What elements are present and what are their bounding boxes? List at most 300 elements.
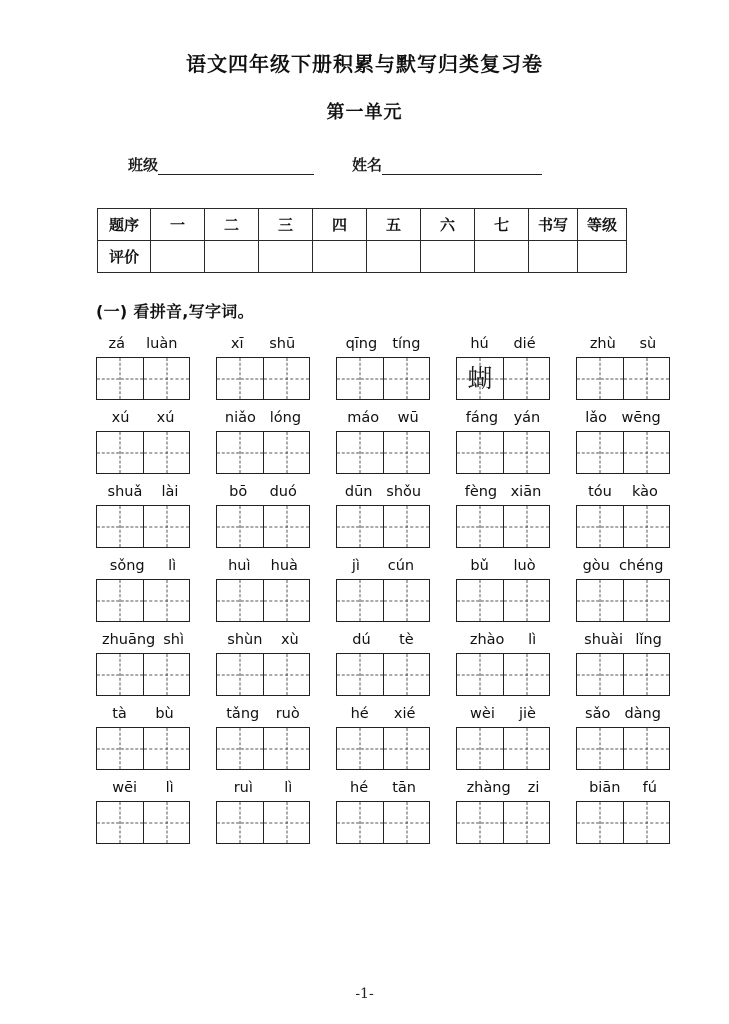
handwritten-character — [144, 506, 189, 547]
character-grid-cell[interactable] — [457, 506, 503, 547]
pinyin-syllable: bō — [229, 484, 248, 500]
character-grid-cell[interactable] — [577, 432, 623, 473]
pinyin-word-item — [216, 632, 310, 696]
character-grid-cell[interactable] — [217, 802, 263, 843]
score-table-row-label-evaluation: 评价 — [98, 241, 151, 273]
pinyin-syllable: qīng — [345, 336, 378, 352]
handwritten-character — [144, 358, 189, 399]
character-grid-cell[interactable] — [623, 432, 669, 473]
pinyin-word-item — [216, 336, 310, 400]
pinyin-label — [456, 780, 550, 801]
character-grid-cell[interactable] — [577, 654, 623, 695]
handwritten-character — [97, 728, 143, 769]
character-grid-cell[interactable] — [577, 728, 623, 769]
character-grid-cell[interactable] — [263, 580, 309, 621]
pinyin-syllable: kào — [632, 484, 658, 500]
character-grid-box[interactable] — [96, 579, 190, 622]
score-table-col-6: 六 — [421, 209, 475, 241]
pinyin-syllable: zhuāng — [101, 632, 156, 648]
section-heading-1: (一) 看拼音,写字词。 — [96, 302, 254, 321]
character-grid-box[interactable] — [336, 579, 430, 622]
pinyin-label — [96, 558, 190, 579]
table-row-header — [98, 209, 627, 241]
pinyin-word-item — [576, 558, 670, 622]
pinyin-syllable: lì — [528, 632, 537, 648]
character-grid-box[interactable] — [336, 431, 430, 474]
handwritten-character — [624, 580, 669, 621]
handwritten-character — [504, 802, 549, 843]
pinyin-syllable: sù — [639, 336, 657, 352]
pinyin-syllable: jiè — [518, 706, 536, 722]
pinyin-label — [336, 410, 430, 431]
character-grid-cell[interactable] — [263, 358, 309, 399]
pinyin-word-item — [216, 558, 310, 622]
pinyin-word-item — [456, 780, 550, 844]
score-cell-3[interactable] — [259, 241, 313, 273]
pinyin-syllable: tè — [399, 632, 414, 648]
character-grid-cell[interactable] — [577, 506, 623, 547]
pinyin-syllable: huì — [228, 558, 251, 574]
character-grid-box[interactable] — [456, 579, 550, 622]
character-grid-box[interactable] — [456, 727, 550, 770]
character-grid-cell[interactable] — [457, 802, 503, 843]
character-grid-cell[interactable] — [143, 432, 189, 473]
pinyin-label — [576, 558, 670, 579]
handwritten-character — [624, 654, 669, 695]
pinyin-label — [216, 336, 310, 357]
score-cell-handwriting[interactable] — [529, 241, 578, 273]
handwritten-character — [217, 432, 263, 473]
handwritten-character — [337, 728, 383, 769]
character-grid-cell[interactable] — [217, 506, 263, 547]
character-grid-cell[interactable] — [503, 432, 549, 473]
character-grid-box[interactable] — [96, 653, 190, 696]
pinyin-label — [216, 632, 310, 653]
pinyin-syllable: fú — [642, 780, 657, 796]
pinyin-word-item — [576, 484, 670, 548]
handwritten-character — [504, 506, 549, 547]
character-grid-cell[interactable] — [217, 654, 263, 695]
character-grid-cell[interactable] — [623, 358, 669, 399]
character-grid-cell[interactable] — [457, 432, 503, 473]
character-grid-cell[interactable] — [577, 802, 623, 843]
pinyin-label — [576, 484, 670, 505]
character-grid-cell[interactable] — [263, 432, 309, 473]
character-grid-cell[interactable] — [383, 802, 429, 843]
handwritten-character — [97, 432, 143, 473]
handwritten-character — [144, 802, 189, 843]
pinyin-syllable: lǎo — [585, 410, 608, 426]
handwritten-character — [504, 432, 549, 473]
character-grid-cell[interactable] — [503, 580, 549, 621]
character-grid-cell[interactable] — [97, 432, 143, 473]
handwritten-character — [384, 654, 429, 695]
pinyin-syllable: fáng — [465, 410, 499, 426]
handwritten-character — [457, 728, 503, 769]
character-grid-box[interactable] — [96, 505, 190, 548]
handwritten-character — [337, 358, 383, 399]
character-grid-cell[interactable] — [383, 728, 429, 769]
pinyin-label — [216, 484, 310, 505]
pinyin-row — [96, 706, 729, 770]
score-table-col-3: 三 — [259, 209, 313, 241]
pinyin-label — [456, 410, 550, 431]
pinyin-syllable: tǎng — [226, 706, 260, 722]
handwritten-character — [384, 358, 429, 399]
pinyin-syllable: niǎo — [224, 410, 256, 426]
handwritten-character — [457, 506, 503, 547]
handwritten-character — [504, 580, 549, 621]
pinyin-syllable: xié — [393, 706, 416, 722]
handwritten-character: 蝴 — [467, 364, 493, 393]
handwritten-character — [97, 506, 143, 547]
pinyin-word-item — [336, 706, 430, 770]
character-grid-box[interactable] — [96, 431, 190, 474]
character-grid-cell[interactable] — [457, 728, 503, 769]
handwritten-character — [217, 358, 263, 399]
character-grid-cell[interactable] — [97, 802, 143, 843]
pinyin-syllable: shuǎ — [107, 484, 143, 500]
character-grid-cell[interactable] — [337, 506, 383, 547]
pinyin-label — [96, 632, 190, 653]
pinyin-label — [216, 410, 310, 431]
handwritten-character — [144, 432, 189, 473]
pinyin-word-item — [336, 410, 430, 474]
pinyin-word-item — [216, 780, 310, 844]
pinyin-word-item — [96, 632, 190, 696]
handwritten-character — [264, 432, 309, 473]
handwritten-character — [217, 654, 263, 695]
character-grid-cell[interactable] — [337, 802, 383, 843]
character-grid-box[interactable] — [576, 505, 670, 548]
handwritten-character — [144, 728, 189, 769]
character-grid-cell[interactable] — [577, 358, 623, 399]
character-grid-box[interactable] — [96, 801, 190, 844]
score-cell-grade[interactable] — [578, 241, 627, 273]
pinyin-word-item — [96, 336, 190, 400]
handwritten-character — [217, 728, 263, 769]
character-grid-box[interactable] — [576, 357, 670, 400]
handwritten-character — [577, 506, 623, 547]
score-table-row-label-order: 题序 — [98, 209, 151, 241]
character-grid-cell[interactable] — [383, 654, 429, 695]
pinyin-syllable: xiān — [510, 484, 542, 500]
character-grid-box[interactable] — [576, 801, 670, 844]
pinyin-exercise-block — [0, 336, 729, 844]
character-grid-cell[interactable] — [217, 580, 263, 621]
handwritten-character — [217, 580, 263, 621]
pinyin-word-item — [576, 336, 670, 400]
handwritten-character — [337, 802, 383, 843]
character-grid-cell[interactable] — [503, 654, 549, 695]
character-grid-box[interactable] — [216, 505, 310, 548]
character-grid-cell[interactable] — [97, 358, 143, 399]
character-grid-cell[interactable] — [143, 580, 189, 621]
handwritten-character — [264, 506, 309, 547]
character-grid-box[interactable] — [456, 505, 550, 548]
character-grid-cell[interactable] — [337, 432, 383, 473]
pinyin-row — [96, 336, 729, 400]
pinyin-row — [96, 558, 729, 622]
character-grid-box[interactable] — [576, 579, 670, 622]
pinyin-syllable: tān — [392, 780, 416, 796]
character-grid-cell[interactable] — [577, 580, 623, 621]
score-table-col-handwriting: 书写 — [529, 209, 578, 241]
pinyin-syllable: ruì — [233, 780, 253, 796]
character-grid-cell[interactable] — [623, 728, 669, 769]
character-grid-cell[interactable] — [143, 358, 189, 399]
character-grid-box[interactable] — [456, 801, 550, 844]
character-grid-box[interactable] — [216, 579, 310, 622]
pinyin-word-item — [336, 632, 430, 696]
character-grid-cell[interactable] — [217, 358, 263, 399]
handwritten-character — [504, 728, 549, 769]
pinyin-syllable: zhào — [469, 632, 505, 648]
character-grid-cell[interactable] — [457, 654, 503, 695]
character-grid-box[interactable] — [456, 357, 550, 400]
pinyin-syllable: bǔ — [470, 558, 489, 574]
handwritten-character — [457, 432, 503, 473]
character-grid-cell[interactable] — [337, 654, 383, 695]
pinyin-label — [336, 558, 430, 579]
pinyin-syllable: tóu — [588, 484, 612, 500]
pinyin-label — [216, 558, 310, 579]
character-grid-cell[interactable] — [97, 580, 143, 621]
character-grid-box[interactable] — [336, 505, 430, 548]
character-grid-cell[interactable] — [143, 654, 189, 695]
handwritten-character — [624, 432, 669, 473]
pinyin-syllable: hú — [470, 336, 489, 352]
character-grid-box[interactable] — [576, 653, 670, 696]
character-grid-box[interactable] — [336, 727, 430, 770]
character-grid-box[interactable] — [576, 431, 670, 474]
pinyin-word-item — [456, 484, 550, 548]
handwritten-character — [264, 802, 309, 843]
handwritten-character — [264, 654, 309, 695]
pinyin-label — [336, 780, 430, 801]
character-grid-cell[interactable] — [97, 728, 143, 769]
character-grid-cell[interactable] — [337, 580, 383, 621]
character-grid-cell[interactable] — [383, 506, 429, 547]
character-grid-cell[interactable] — [263, 654, 309, 695]
character-grid-cell[interactable] — [623, 506, 669, 547]
pinyin-syllable: shì — [163, 632, 185, 648]
character-grid-cell[interactable] — [337, 358, 383, 399]
class-label: 班级 — [128, 156, 159, 174]
class-input-rule[interactable] — [158, 159, 314, 175]
handwritten-character — [264, 358, 309, 399]
pinyin-syllable: shǒu — [386, 484, 422, 500]
character-grid-cell[interactable] — [503, 506, 549, 547]
pinyin-word-item — [96, 780, 190, 844]
pinyin-label — [456, 558, 550, 579]
pinyin-syllable: lì — [168, 558, 177, 574]
handwritten-character — [97, 654, 143, 695]
character-grid-cell[interactable] — [217, 728, 263, 769]
pinyin-label — [576, 780, 670, 801]
pinyin-word-item — [576, 706, 670, 770]
pinyin-syllable: hé — [350, 780, 369, 796]
handwritten-character — [457, 802, 503, 843]
character-grid-box[interactable] — [336, 357, 430, 400]
handwritten-character — [457, 580, 503, 621]
handwritten-character — [624, 802, 669, 843]
handwritten-character — [264, 728, 309, 769]
character-grid-cell[interactable] — [383, 358, 429, 399]
pinyin-word-item — [216, 484, 310, 548]
pinyin-word-item — [456, 336, 550, 400]
pinyin-word-item — [576, 632, 670, 696]
character-grid-cell[interactable] — [337, 728, 383, 769]
character-grid-cell[interactable] — [97, 654, 143, 695]
pinyin-word-item — [216, 410, 310, 474]
pinyin-syllable: xù — [280, 632, 299, 648]
character-grid-cell[interactable] — [263, 802, 309, 843]
pinyin-syllable: máo — [347, 410, 380, 426]
pinyin-word-item — [456, 410, 550, 474]
character-grid-cell[interactable] — [623, 654, 669, 695]
score-cell-5[interactable] — [367, 241, 421, 273]
score-table-col-5: 五 — [367, 209, 421, 241]
character-grid-box[interactable] — [216, 431, 310, 474]
handwritten-character — [577, 432, 623, 473]
pinyin-label — [96, 780, 190, 801]
pinyin-label — [576, 336, 670, 357]
pinyin-syllable: bù — [155, 706, 174, 722]
character-grid-cell[interactable] — [457, 358, 503, 399]
score-cell-7[interactable] — [475, 241, 529, 273]
handwritten-character — [624, 506, 669, 547]
name-label: 姓名 — [352, 156, 383, 174]
pinyin-word-item — [336, 484, 430, 548]
score-cell-6[interactable] — [421, 241, 475, 273]
character-grid-cell[interactable] — [503, 728, 549, 769]
character-grid-cell[interactable] — [623, 802, 669, 843]
pinyin-syllable: jì — [351, 558, 360, 574]
pinyin-label — [216, 780, 310, 801]
character-grid-cell[interactable] — [503, 358, 549, 399]
pinyin-syllable: lóng — [269, 410, 302, 426]
pinyin-word-item — [336, 780, 430, 844]
character-grid-box[interactable] — [336, 801, 430, 844]
character-grid-cell[interactable] — [503, 802, 549, 843]
pinyin-syllable: chéng — [618, 558, 664, 574]
pinyin-syllable: yán — [513, 410, 541, 426]
character-grid-box[interactable] — [216, 357, 310, 400]
character-grid-cell[interactable] — [263, 728, 309, 769]
page-subtitle: 第一单元 — [326, 102, 403, 123]
character-grid-box[interactable] — [336, 653, 430, 696]
score-table-col-grade: 等级 — [578, 209, 627, 241]
pinyin-syllable: dàng — [624, 706, 661, 722]
character-grid-box[interactable] — [216, 801, 310, 844]
page-number: -1- — [355, 986, 374, 1002]
pinyin-label — [456, 706, 550, 727]
name-input-rule[interactable] — [382, 159, 542, 175]
pinyin-label — [456, 484, 550, 505]
pinyin-syllable: huà — [270, 558, 298, 574]
score-table-col-4: 四 — [313, 209, 367, 241]
pinyin-syllable: dié — [513, 336, 536, 352]
pinyin-row — [96, 484, 729, 548]
character-grid-cell[interactable] — [383, 432, 429, 473]
handwritten-character — [577, 654, 623, 695]
pinyin-word-item — [456, 558, 550, 622]
score-cell-1[interactable] — [151, 241, 205, 273]
pinyin-label — [456, 336, 550, 357]
character-grid-box[interactable] — [216, 653, 310, 696]
handwritten-character — [97, 358, 143, 399]
character-grid-cell[interactable] — [217, 432, 263, 473]
character-grid-cell[interactable] — [143, 506, 189, 547]
pinyin-word-item — [96, 706, 190, 770]
character-grid-box[interactable] — [456, 431, 550, 474]
score-cell-2[interactable] — [205, 241, 259, 273]
handwritten-character — [384, 802, 429, 843]
pinyin-label — [336, 632, 430, 653]
character-grid-cell[interactable] — [623, 580, 669, 621]
handwritten-character — [217, 802, 263, 843]
character-grid-box[interactable] — [96, 727, 190, 770]
score-table — [97, 208, 627, 273]
pinyin-label — [336, 336, 430, 357]
pinyin-word-item — [456, 706, 550, 770]
pinyin-row — [96, 410, 729, 474]
handwritten-character — [577, 358, 623, 399]
score-cell-4[interactable] — [313, 241, 367, 273]
pinyin-syllable: gòu — [582, 558, 610, 574]
pinyin-syllable: sǎo — [585, 706, 611, 722]
pinyin-word-item — [96, 558, 190, 622]
score-table-col-1: 一 — [151, 209, 205, 241]
pinyin-syllable: shuài — [584, 632, 624, 648]
character-grid-cell[interactable] — [457, 580, 503, 621]
pinyin-row — [96, 632, 729, 696]
character-grid-box[interactable] — [96, 357, 190, 400]
pinyin-label — [576, 706, 670, 727]
pinyin-word-item — [336, 336, 430, 400]
character-grid-cell[interactable] — [143, 728, 189, 769]
pinyin-word-item — [576, 780, 670, 844]
pinyin-label — [336, 484, 430, 505]
pinyin-syllable: luò — [513, 558, 536, 574]
pinyin-syllable: sǒng — [109, 558, 145, 574]
pinyin-label — [96, 484, 190, 505]
character-grid-box[interactable] — [216, 727, 310, 770]
pinyin-row — [96, 780, 729, 844]
handwritten-character — [97, 802, 143, 843]
pinyin-label — [96, 706, 190, 727]
character-grid-cell[interactable] — [143, 802, 189, 843]
character-grid-cell[interactable] — [383, 580, 429, 621]
pinyin-syllable: xú — [111, 410, 130, 426]
pinyin-syllable: tà — [112, 706, 127, 722]
handwritten-character — [577, 802, 623, 843]
handwritten-character — [504, 358, 549, 399]
character-grid-cell[interactable] — [97, 506, 143, 547]
character-grid-cell[interactable] — [263, 506, 309, 547]
pinyin-word-item — [96, 410, 190, 474]
handwritten-character — [144, 654, 189, 695]
character-grid-box[interactable] — [456, 653, 550, 696]
pinyin-syllable: zá — [108, 336, 126, 352]
character-grid-box[interactable] — [576, 727, 670, 770]
pinyin-syllable: fèng — [464, 484, 498, 500]
pinyin-label — [456, 632, 550, 653]
pinyin-word-item — [456, 632, 550, 696]
handwritten-character — [384, 506, 429, 547]
pinyin-label — [576, 410, 670, 431]
